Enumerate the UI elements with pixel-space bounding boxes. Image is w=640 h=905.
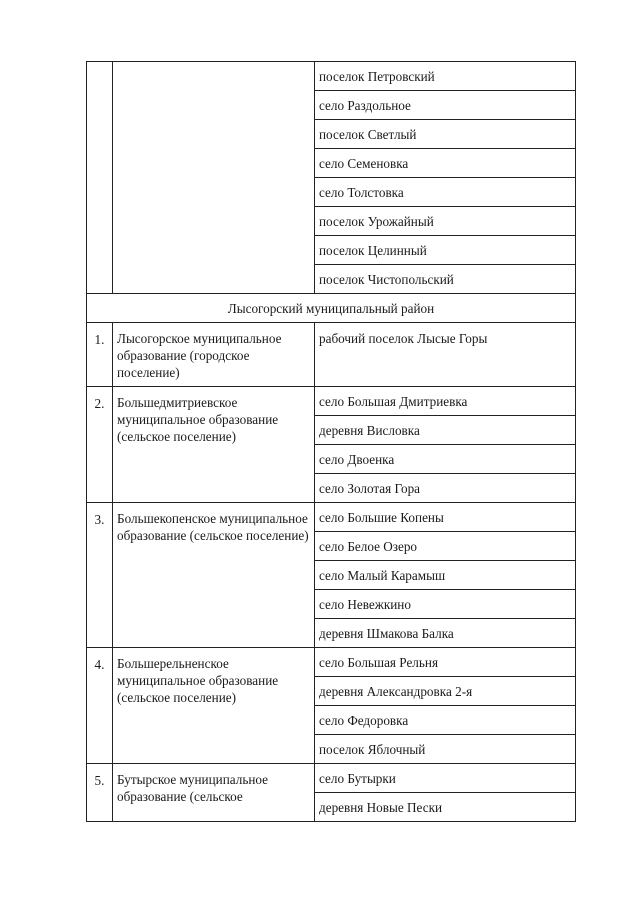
- formation-name: Большекопенское муниципальное образование (сельское поселение): [117, 511, 309, 543]
- settlement-name-cell: [315, 503, 576, 532]
- settlement-name: поселок Урожайный: [319, 213, 434, 229]
- settlement-name: рабочий поселок Лысые Горы: [319, 331, 488, 346]
- formation-name-cell: [113, 764, 315, 822]
- settlement-name: село Большие Копены: [319, 509, 444, 525]
- settlement-name: село Золотая Гора: [319, 480, 421, 496]
- settlement-name: поселок Яблочный: [319, 741, 426, 757]
- formation-name: Бутырское муниципальное образование (сельское: [117, 772, 269, 804]
- settlement-name-cell: [315, 474, 576, 503]
- settlement-name: село Невежкино: [319, 596, 411, 612]
- settlement-name-cell: [315, 735, 576, 764]
- settlement-name-cell: [315, 416, 576, 445]
- formation-name-cell: [113, 387, 315, 503]
- formation-number: 3.: [94, 512, 105, 527]
- formation-number: 2.: [94, 396, 105, 411]
- settlement-name-cell: [315, 62, 576, 91]
- table-row: [87, 62, 576, 91]
- formation-number-cell: [87, 648, 113, 764]
- settlement-name: село Семеновка: [319, 155, 409, 171]
- formation-name: Лысогорское муниципальное образование (городское поселение): [117, 331, 282, 380]
- settlement-name-cell: [315, 590, 576, 619]
- formation-number-cell: [87, 323, 113, 387]
- formation-number: 5.: [94, 773, 105, 788]
- formation-number: 1.: [94, 332, 105, 347]
- table-row: [87, 503, 576, 532]
- settlement-name: поселок Чистопольский: [319, 271, 454, 287]
- settlements-table: [86, 61, 576, 822]
- settlement-name-cell: [315, 323, 576, 387]
- settlement-name-cell: [315, 149, 576, 178]
- table-row: [87, 387, 576, 416]
- settlement-name: поселок Целинный: [319, 242, 427, 258]
- settlement-name: село Федоровка: [319, 712, 409, 728]
- settlement-name: село Толстовка: [319, 184, 404, 200]
- formation-name-cell: [113, 503, 315, 648]
- settlement-name-cell: [315, 706, 576, 735]
- formation-number-cell: [87, 503, 113, 648]
- settlement-name: село Двоенка: [319, 451, 395, 467]
- formation-number-cell: [87, 764, 113, 822]
- settlement-name: село Белое Озеро: [319, 538, 418, 554]
- table-row: [87, 764, 576, 793]
- formation-number-cell: [87, 387, 113, 503]
- settlement-name-cell: [315, 387, 576, 416]
- settlement-name: село Бутырки: [319, 770, 396, 786]
- settlement-name-cell: [315, 207, 576, 236]
- settlement-name-cell: [315, 178, 576, 207]
- settlement-name-cell: [315, 532, 576, 561]
- formation-name-cell: [113, 648, 315, 764]
- table-row: [87, 648, 576, 677]
- settlement-name-cell: [315, 648, 576, 677]
- formation-name: Большедмитриевское муниципальное образование (сельское поселение): [117, 395, 279, 444]
- settlement-name: село Большая Рельня: [319, 654, 439, 670]
- formation-number: 4.: [94, 657, 105, 672]
- settlement-name: поселок Светлый: [319, 126, 417, 142]
- table-row: [87, 323, 576, 387]
- settlement-name: деревня Висловка: [319, 422, 420, 438]
- settlement-name: деревня Шмакова Балка: [319, 625, 454, 641]
- settlement-name: поселок Петровский: [319, 68, 435, 84]
- district-title-cell: [87, 294, 576, 323]
- settlement-name-cell: [315, 236, 576, 265]
- settlement-name-cell: [315, 91, 576, 120]
- settlement-name-cell: [315, 764, 576, 793]
- settlement-name-cell: [315, 677, 576, 706]
- settlement-name: село Большая Дмитриевка: [319, 393, 468, 409]
- settlement-name-cell: [315, 445, 576, 474]
- number-cell: [87, 62, 113, 294]
- settlement-name: село Раздольное: [319, 97, 411, 113]
- formation-cell: [113, 62, 315, 294]
- table-body: [87, 62, 576, 822]
- district-row: [87, 294, 576, 323]
- settlements-table-page: [86, 61, 575, 822]
- settlement-name-cell: [315, 561, 576, 590]
- settlement-name: село Малый Карамыш: [319, 567, 446, 583]
- settlement-name-cell: [315, 265, 576, 294]
- settlement-name-cell: [315, 793, 576, 822]
- settlement-name-cell: [315, 120, 576, 149]
- settlement-name: деревня Новые Пески: [319, 799, 443, 815]
- district-title: Лысогорский муниципальный район: [227, 300, 435, 316]
- settlement-name: деревня Александровка 2-я: [319, 683, 473, 699]
- formation-name: Большерельненское муниципальное образование (сельское поселение): [117, 656, 279, 705]
- formation-name-cell: [113, 323, 315, 387]
- settlement-name-cell: [315, 619, 576, 648]
